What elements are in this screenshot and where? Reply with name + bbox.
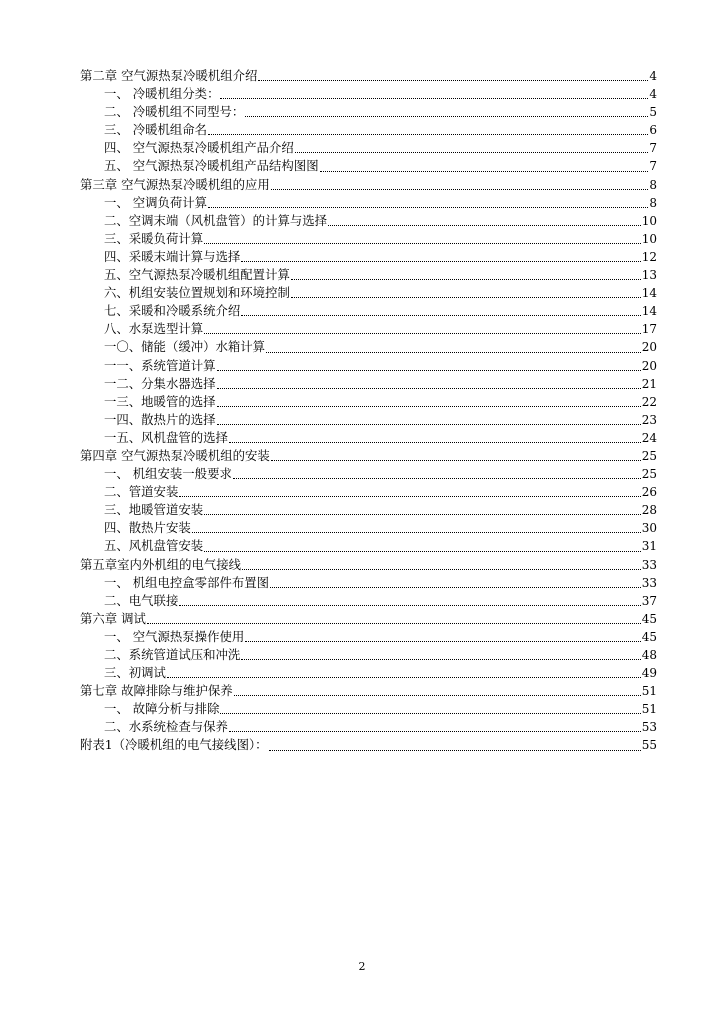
toc-dot-leader [220, 713, 640, 714]
toc-dot-leader [234, 695, 641, 696]
toc-section-entry[interactable] [80, 85, 657, 103]
toc-entry-title: 第五章室内外机组的电气接线 [80, 556, 242, 572]
toc-dot-leader [147, 623, 641, 624]
toc-entry-page: 20 [641, 358, 657, 373]
toc-entry-title: 一、 机组安装一般要求 [104, 466, 232, 482]
toc-section-entry[interactable] [80, 465, 657, 483]
toc-entry-page: 21 [641, 376, 657, 391]
toc-entry-page: 30 [641, 521, 657, 536]
toc-section-entry[interactable] [80, 139, 657, 157]
toc-entry-page: 55 [641, 738, 657, 753]
toc-entry-title: 一〇、储能（缓冲）水箱计算 [104, 339, 266, 355]
toc-section-entry[interactable] [80, 121, 657, 139]
toc-entry-title: 附表1（冷暖机组的电气接线图）： [80, 737, 268, 753]
toc-entry-page: 51 [641, 684, 657, 699]
toc-section-entry[interactable] [80, 212, 657, 230]
toc-entry-title: 二、水系统检查与保养 [104, 719, 228, 735]
toc-dot-leader [245, 641, 640, 642]
toc-entry-title: 二、 冷暖机组不同型号： [104, 104, 245, 120]
toc-entry-title: 二、电气联接 [104, 592, 179, 608]
toc-dot-leader [229, 442, 641, 443]
toc-dot-leader [320, 171, 649, 172]
toc-entry-title: 一一、系统管道计算 [104, 357, 216, 373]
toc-section-entry[interactable] [80, 483, 657, 501]
toc-entry-page: 10 [641, 231, 657, 246]
toc-dot-leader [217, 424, 641, 425]
toc-dot-leader [229, 731, 641, 732]
toc-dot-leader [208, 207, 648, 208]
toc-entry-page: 4 [649, 69, 657, 83]
toc-section-entry[interactable] [80, 266, 657, 284]
toc-dot-leader [204, 514, 641, 515]
toc-dot-leader [217, 406, 641, 407]
toc-dot-leader [271, 460, 641, 461]
toc-chapter-entry[interactable] [80, 682, 657, 700]
toc-entry-title: 三、地暖管道安装 [104, 502, 204, 518]
toc-entry-title: 七、采暖和冷暖系统介绍 [104, 303, 241, 319]
toc-entry-page: 45 [641, 611, 657, 626]
toc-dot-leader [269, 750, 641, 751]
toc-dot-leader [217, 388, 641, 389]
toc-entry-page: 37 [641, 593, 657, 608]
toc-dot-leader [208, 134, 648, 135]
toc-dot-leader [241, 261, 640, 262]
toc-entry-page: 20 [641, 340, 657, 355]
toc-entry-page: 8 [649, 195, 657, 210]
toc-section-entry[interactable] [80, 375, 657, 393]
toc-dot-leader [241, 659, 640, 660]
toc-entry-title: 四、采暖末端计算与选择 [104, 248, 241, 264]
toc-entry-page: 45 [641, 629, 657, 644]
toc-entry-title: 一、 冷暖机组分类： [104, 86, 220, 102]
toc-entry-title: 一、 故障分析与排除 [104, 701, 220, 717]
toc-entry-title: 一二、分集水器选择 [104, 375, 216, 391]
toc-section-entry[interactable] [80, 338, 657, 356]
toc-entry-title: 一、 机组电控盒零部件布置图 [104, 574, 270, 590]
toc-dot-leader [242, 569, 641, 570]
toc-section-entry[interactable] [80, 718, 657, 736]
toc-entry-title: 三、初调试 [104, 665, 166, 681]
toc-entry-page: 49 [641, 666, 657, 681]
toc-entry-title: 四、散热片安装 [104, 520, 191, 536]
toc-entry-page: 22 [641, 394, 657, 409]
toc-section-entry[interactable] [80, 537, 657, 555]
toc-entry-title: 一五、风机盘管的选择 [104, 429, 228, 445]
toc-entry-title: 第三章 空气源热泵冷暖机组的应用 [80, 176, 270, 192]
toc-dot-leader [266, 352, 641, 353]
toc-section-entry[interactable] [80, 157, 657, 175]
toc-entry-page: 8 [649, 177, 657, 192]
toc-section-entry[interactable] [80, 429, 657, 447]
toc-dot-leader [245, 116, 648, 117]
toc-section-entry[interactable] [80, 357, 657, 375]
toc-entry-title: 八、水泵选型计算 [104, 321, 204, 337]
page-number: 2 [358, 960, 366, 973]
toc-section-entry[interactable] [80, 519, 657, 537]
toc-entry-page: 7 [649, 159, 657, 174]
toc-section-entry[interactable] [80, 320, 657, 338]
toc-dot-leader [271, 189, 649, 190]
toc-section-entry[interactable] [80, 230, 657, 248]
toc-entry-page: 17 [641, 322, 657, 337]
toc-dot-leader [270, 587, 641, 588]
toc-entry-title: 第六章 调试 [80, 610, 146, 626]
toc-entry-title: 第四章 空气源热泵冷暖机组的安装 [80, 447, 270, 463]
toc-section-entry[interactable] [80, 646, 657, 664]
toc-chapter-entry[interactable] [80, 610, 657, 628]
toc-dot-leader [291, 279, 641, 280]
toc-entry-page: 4 [649, 87, 657, 102]
toc-entry-title: 第七章 故障排除与维护保养 [80, 683, 233, 699]
toc-entry-page: 14 [641, 286, 657, 301]
toc-dot-leader [179, 496, 640, 497]
toc-entry-title: 一、 空调负荷计算 [104, 194, 208, 210]
toc-section-entry[interactable] [80, 103, 657, 121]
table-of-contents [80, 67, 657, 755]
toc-entry-page: 6 [649, 123, 657, 138]
toc-entry-page: 12 [641, 249, 657, 264]
toc-entry-title: 四、 空气源热泵冷暖机组产品介绍 [104, 140, 294, 156]
toc-entry-title: 第二章 空气源热泵冷暖机组介绍 [80, 68, 258, 83]
toc-entry-title: 一三、地暖管的选择 [104, 393, 216, 409]
toc-entry-page: 24 [641, 430, 657, 445]
toc-entry-title: 一、 空气源热泵操作使用 [104, 628, 245, 644]
toc-dot-leader [204, 333, 641, 334]
toc-entry-page: 25 [641, 448, 657, 463]
toc-dot-leader [179, 605, 640, 606]
toc-entry-title: 五、风机盘管安装 [104, 538, 204, 554]
toc-section-entry[interactable] [80, 248, 657, 266]
toc-entry-page: 10 [641, 213, 657, 228]
toc-section-entry[interactable] [80, 592, 657, 610]
toc-entry-title: 五、空气源热泵冷暖机组配置计算 [104, 267, 290, 283]
toc-dot-leader [220, 98, 648, 99]
toc-dot-leader [204, 243, 641, 244]
toc-entry-title: 五、 空气源热泵冷暖机组产品结构图图 [104, 158, 319, 174]
toc-dot-leader [291, 297, 641, 298]
toc-entry-page: 26 [641, 485, 657, 500]
toc-section-entry[interactable] [80, 302, 657, 320]
toc-entry-page: 31 [641, 539, 657, 554]
toc-dot-leader [241, 315, 640, 316]
toc-entry-page: 33 [641, 575, 657, 590]
toc-dot-leader [258, 80, 648, 81]
toc-entry-title: 二、空调末端（风机盘管）的计算与选择 [104, 212, 328, 228]
toc-chapter-entry[interactable] [80, 447, 657, 465]
toc-entry-title: 二、系统管道试压和冲洗 [104, 647, 241, 662]
toc-section-entry[interactable] [80, 700, 657, 718]
toc-dot-leader [217, 370, 641, 371]
toc-dot-leader [295, 152, 649, 153]
toc-entry-page: 53 [641, 720, 657, 735]
toc-entry-page: 14 [641, 304, 657, 319]
toc-entry-page: 23 [641, 412, 657, 427]
toc-entry-title: 一四、散热片的选择 [104, 411, 216, 427]
toc-section-entry[interactable] [80, 574, 657, 592]
toc-chapter-entry[interactable] [80, 67, 657, 85]
toc-chapter-entry[interactable] [80, 736, 657, 754]
toc-entry-page: 13 [641, 268, 657, 283]
toc-section-entry[interactable] [80, 628, 657, 646]
toc-chapter-entry[interactable] [80, 556, 657, 574]
toc-section-entry[interactable] [80, 664, 657, 682]
toc-entry-title: 三、采暖负荷计算 [104, 230, 204, 246]
toc-entry-page: 7 [649, 141, 657, 156]
toc-dot-leader [192, 532, 641, 533]
toc-entry-title: 三、 冷暖机组命名 [104, 122, 208, 138]
toc-section-entry[interactable] [80, 393, 657, 411]
toc-section-entry[interactable] [80, 411, 657, 429]
toc-entry-page: 5 [649, 105, 657, 120]
toc-section-entry[interactable] [80, 501, 657, 519]
toc-entry-page: 28 [641, 503, 657, 518]
toc-entry-page: 25 [641, 467, 657, 482]
toc-chapter-entry[interactable] [80, 176, 657, 194]
toc-section-entry[interactable] [80, 284, 657, 302]
toc-dot-leader [204, 551, 641, 552]
toc-dot-leader [233, 478, 641, 479]
toc-entry-title: 二、管道安装 [104, 484, 179, 500]
toc-entry-title: 六、机组安装位置规划和环境控制 [104, 285, 290, 301]
toc-entry-page: 51 [641, 702, 657, 717]
toc-entry-page: 33 [641, 557, 657, 572]
toc-dot-leader [328, 225, 641, 226]
toc-dot-leader [167, 677, 641, 678]
toc-entry-page: 48 [641, 648, 657, 662]
toc-section-entry[interactable] [80, 194, 657, 212]
